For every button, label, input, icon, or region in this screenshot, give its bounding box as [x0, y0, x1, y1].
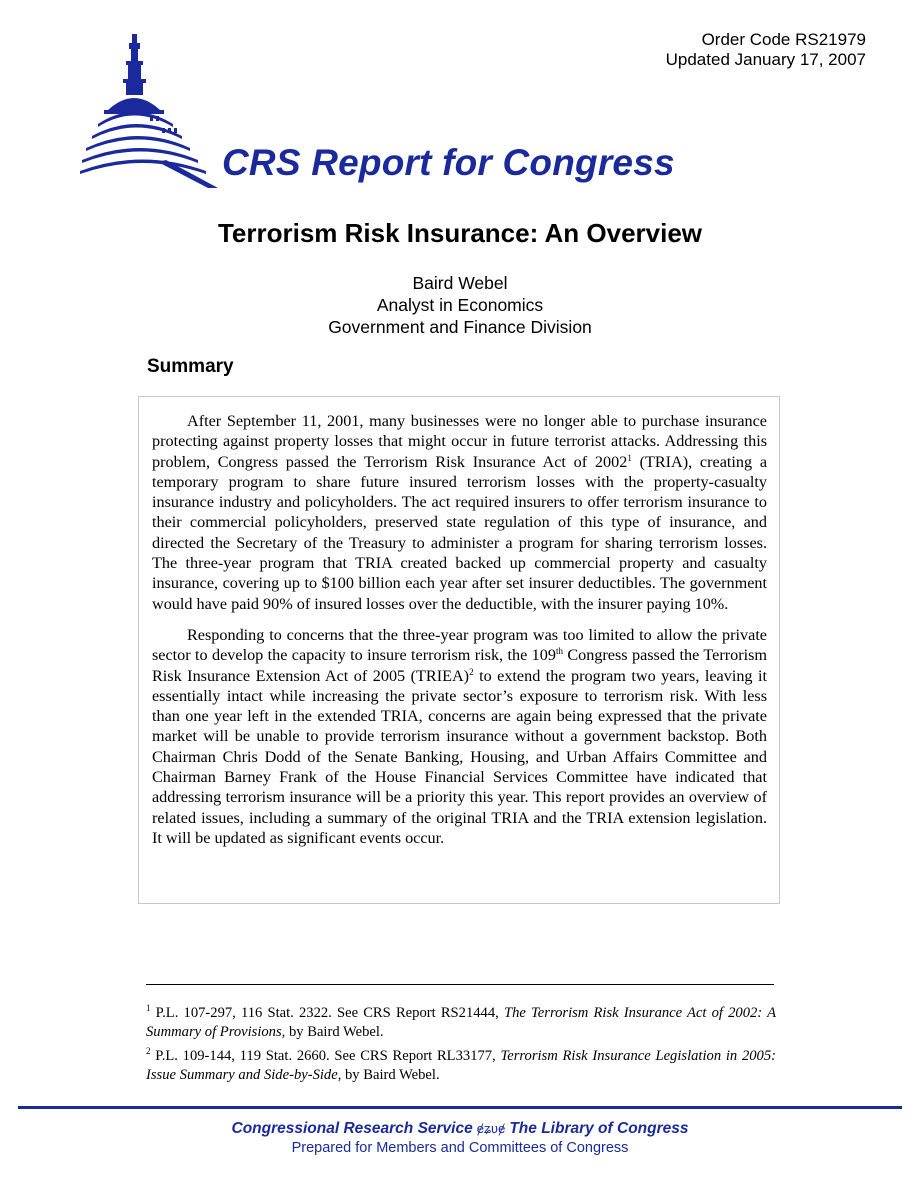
summary-box [138, 396, 780, 904]
page-title: Terrorism Risk Insurance: An Overview [217, 218, 703, 248]
footnote-divider [146, 984, 774, 985]
footnote-ref-1: 1 [627, 452, 632, 463]
summary-paragraph-2: Responding to concerns that the three-year program was too limited to allow the private sector to develop the capacity to insure terrorism risk, the 109th Congress passed the Terrorism Risk Insurance Extension Act of 2005 (TRIEA)$^2$ to extend the program two years, leaving it essentially intact while increasing the private sector’s exposure to terrorism risk. With less than one year left in the extended TRIA, concerns are again being expressed that the private market will be unable to provide terrorism insurance without a government backstop. Both Chairman Chris Dodd of the Senate Banking, Housing, and Urban Affairs Committee and Chairman Barney Frank of the House Financial Services Committee have indicated that addressing terrorism insurance will be a priority this year. This report provides an overview of related issues, including a summary of the original TRIA and the TRIA extension legislation. It will be updated as significant events occur. [152, 625, 767, 847]
author-division: Government and Finance Division [328, 317, 592, 337]
footer-loc: The Library of Congress [509, 1120, 689, 1137]
order-code-block [666, 30, 866, 70]
footnote-2: $^2$ P.L. 109-144, 119 Stat. 2660. See CRS Report RL33177, Terrorism Risk Insurance Legislation in 2005: Issue Summary and Side-by-Side, by Baird Webel. [146, 1046, 776, 1083]
footer-prepared-line: Prepared for Members and Committees of Congress [291, 1140, 629, 1156]
summary-heading: Summary [147, 356, 234, 377]
updated-date: Updated January 17, 2007 [665, 50, 866, 69]
footnote-ref-2: 2 [469, 666, 474, 677]
summary-paragraph-1: After September 11, 2001, many businesses were no longer able to purchase insurance protecting against property losses that might occur in future terrorist attacks. Addressing this problem, Congress passed the Terrorism Risk Insurance Act of 2002$^1$ (TRIA), creating a temporary program to share future insured terrorism losses with the property-casualty insurance industry and policyholders. The act required insurers to offer terrorism insurance to their commercial policyholders, preserved state regulation of this type of insurance, and directed the Secretary of the Treasury to administer a program for sharing terrorism losses. The three-year program that TRIA created backed up commercial property and casualty insurance, covering up to $100 billion each year after set insurer deductibles. The government would have paid 90% of insured losses over the deductible, with the insurer paying 10%. [152, 412, 768, 613]
capitol-dome-icon [78, 28, 218, 188]
footer-org-line [0, 1120, 920, 1138]
footer-crs: Congressional Research Service [231, 1120, 473, 1137]
footnotes [146, 1004, 776, 1090]
author-block [0, 272, 920, 338]
footnote-1: $^1$ P.L. 107-297, 116 Stat. 2322. See CRS Report RS21444, The Terrorism Risk Insurance Act of 2002: A Summary of Provisions, by Baird Webel. [146, 1003, 776, 1040]
footer-divider [18, 1106, 902, 1109]
footer-separator-ornament: ɇʑʋɇ [476, 1121, 506, 1136]
author-position: Analyst in Economics [376, 295, 544, 315]
order-code: Order Code RS21979 [701, 30, 866, 49]
report-banner: CRS Report for Congress [222, 142, 675, 183]
ordinal-suffix: th [555, 646, 563, 657]
author-name: Baird Webel [412, 273, 508, 293]
